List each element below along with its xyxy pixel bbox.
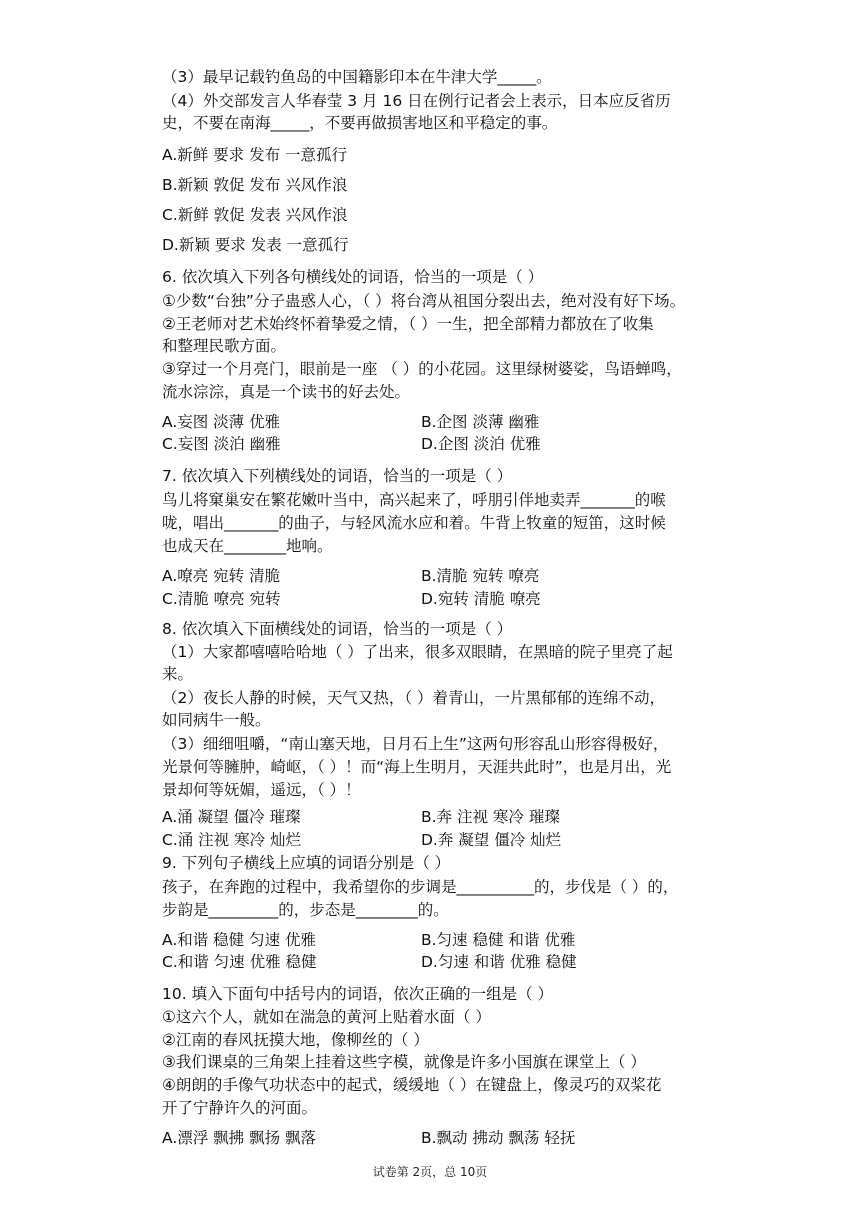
q6-stem: 6. 依次填入下列各句横线处的词语，恰当的一项是（ ） (162, 268, 544, 286)
q6-line-1: ①少数“台独”分子蛊惑人心，（ ）将台湾从祖国分裂出去，绝对没有好下场。 (162, 292, 686, 310)
q10-option-a: A.漂浮 飘拂 飘扬 飘落 (162, 1129, 317, 1147)
q5-sentence-4-line-2: 史，不要在南海_____，不要再做损害地区和平稳定的事。 (162, 114, 558, 132)
q6-line-2: ②王老师对艺术始终怀着挚爱之情，（ ）一生，把全部精力都放在了收集 (162, 315, 654, 333)
q5-option-d: D.新颖 要求 发表 一意孤行 (162, 236, 349, 254)
q9-line-1: 孩子，在奔跑的过程中，我希望你的步调是__________的，步伐是（ ）的， (162, 878, 679, 896)
q7-line-1: 鸟儿将窠巢安在繁花嫩叶当中，高兴起来了，呼朋引伴地卖弄_______的喉 (162, 491, 666, 509)
q10-line-5: 开了宁静许久的河面。 (162, 1099, 318, 1117)
q6-line-3: 和整理民歌方面。 (162, 337, 287, 355)
q8-line-7: 景却何等妩媚，遥远，（ ）！ (162, 781, 361, 799)
q8-line-4: 如同病牛一般。 (162, 711, 271, 729)
q6-option-a: A.妄图 淡薄 优雅 (162, 413, 281, 431)
q6-option-b: B.企图 淡薄 幽雅 (421, 413, 540, 431)
q8-stem: 8. 依次填入下面横线处的词语，恰当的一项是（ ） (162, 620, 513, 638)
q7-option-a: A.嘹亮 宛转 清脆 (162, 567, 281, 585)
q9-option-d: D.匀速 和谐 优雅 稳健 (421, 953, 577, 971)
q5-sentence-3: （3）最早记载钓鱼岛的中国籍影印本在牛津大学_____。 (162, 68, 552, 86)
q5-sentence-4-line-1: （4）外交部发言人华春莹 3 月 16 日在例行记者会上表示，日本应反省历 (162, 92, 671, 110)
q8-option-b: B.奔 注视 寒冷 璀璨 (421, 808, 560, 826)
q9-line-2: 步韵是_________的，步态是________的。 (162, 901, 449, 919)
q10-option-b: B.飘动 拂动 飘荡 轻抚 (421, 1129, 576, 1147)
q5-option-c: C.新鲜 敦促 发表 兴风作浪 (162, 206, 348, 224)
q8-option-a: A.涌 凝望 僵冷 璀璨 (162, 808, 301, 826)
q7-line-3: 也成天在________地响。 (162, 537, 333, 555)
q8-option-c: C.涌 注视 寒冷 灿烂 (162, 831, 302, 849)
q8-line-5: （3）细细咀嚼，“南山塞天地，日月石上生”这两句形容乱山形容得极好， (162, 735, 669, 753)
q9-option-c: C.和谐 匀速 优雅 稳健 (162, 953, 317, 971)
q8-option-d: D.奔 凝望 僵冷 灿烂 (421, 831, 562, 849)
q6-option-c: C.妄图 淡泊 幽雅 (162, 435, 281, 453)
q7-line-2: 咙，唱出_______的曲子，与轻风流水应和着。牛背上牧童的短笛，这时候 (162, 514, 666, 532)
q8-line-1: （1）大家都嘻嘻哈哈地（ ）了出来，很多双眼睛，在黑暗的院子里亮了起 (162, 643, 673, 661)
q9-option-b: B.匀速 稳健 和谐 优雅 (421, 931, 576, 949)
q6-line-4: ③穿过一个月亮门，眼前是一座 （ ）的小花园。这里绿树婆娑，鸟语蝉鸣， (162, 360, 682, 378)
q10-line-2: ②江南的春风抚摸大地，像柳丝的（ ） (162, 1031, 429, 1049)
q6-option-d: D.企图 淡泊 优雅 (421, 435, 541, 453)
q10-stem: 10. 填入下面句中括号内的词语，依次正确的一组是（ ） (162, 985, 554, 1003)
q7-option-d: D.宛转 清脆 嘹亮 (421, 590, 541, 608)
q10-line-3: ③我们课桌的三角架上挂着这些字模，就像是许多小国旗在课堂上（ ） (162, 1053, 646, 1071)
q5-option-b: B.新颖 敦促 发布 兴风作浪 (162, 176, 348, 194)
q10-line-4: ④朗朗的手像气功状态中的起式，缓缓地（ ）在键盘上，像灵巧的双桨花 (162, 1076, 662, 1094)
q8-line-3: （2）夜长人静的时候，天气又热，（ ）着青山，一片黑郁郁的连绵不动， (162, 689, 666, 707)
q7-option-b: B.清脆 宛转 嘹亮 (421, 567, 540, 585)
q9-option-a: A.和谐 稳健 匀速 优雅 (162, 931, 317, 949)
q6-line-5: 流水淙淙，真是一个读书的好去处。 (162, 383, 411, 401)
q8-line-2: 来。 (162, 665, 194, 683)
q9-stem: 9. 下列句子横线上应填的词语分别是（ ） (162, 854, 451, 872)
q7-stem: 7. 依次填入下列横线处的词语，恰当的一项是（ ） (162, 467, 513, 485)
page-footer: 试卷第 2页，总 10页 (372, 1165, 488, 1179)
q10-line-1: ①这六个人，就如在湍急的黄河上贴着水面（ ） (162, 1008, 491, 1026)
q8-line-6: 光景何等臃肿，崎岖，（ ）！而“海上生明月，天涯共此时”，也是月出，光 (162, 758, 672, 776)
q7-option-c: C.清脆 嘹亮 宛转 (162, 590, 281, 608)
q5-option-a: A.新鲜 要求 发布 一意孤行 (162, 146, 348, 164)
